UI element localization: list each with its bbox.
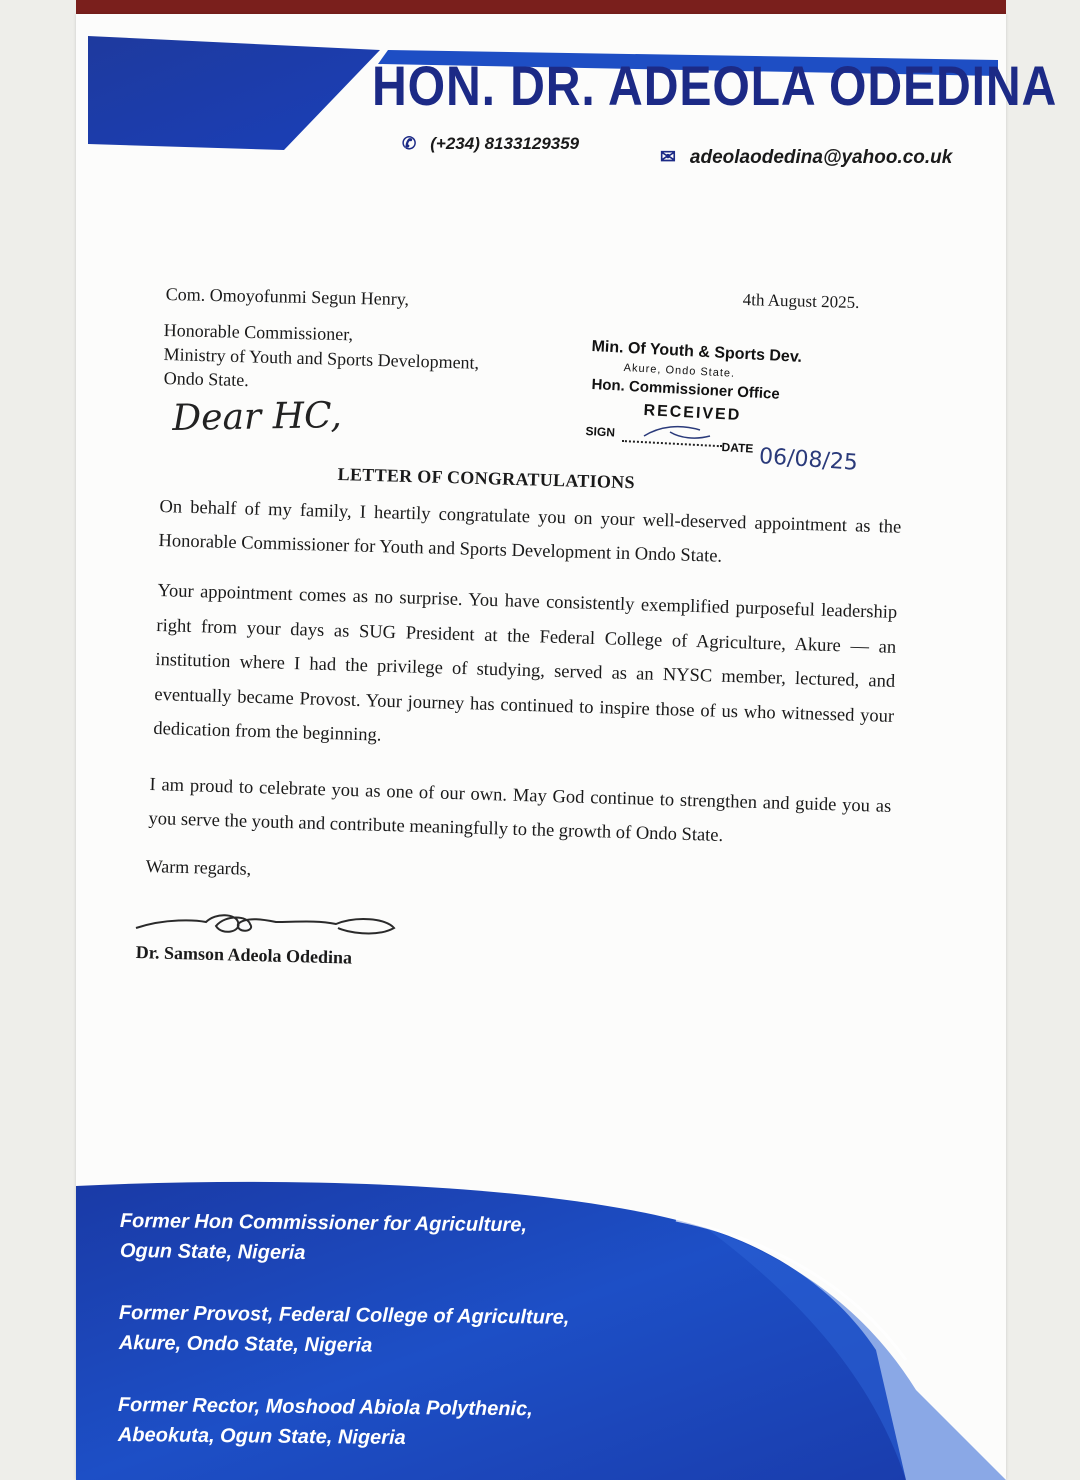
recipient-title: Honorable Commissioner, (163, 320, 354, 345)
salutation: Dear HC, (172, 395, 343, 439)
stamp-date-label: DATE (721, 440, 754, 456)
stamp-date-handwritten: 06/08/25 (758, 444, 859, 476)
phone-number: (+234) 8133129359 (430, 134, 580, 153)
body-paragraph-1: On behalf of my family, I heartily congratulate you on your well-deserved appointment as the Honorable Commissioner for Youth and Sports Development in Ondo State. (158, 496, 902, 567)
letterhead-email (660, 146, 952, 169)
footer-line-5: Former Rector, Moshood Abiola Polythenic, (117, 1394, 533, 1421)
letter-date: 4th August 2025. (742, 290, 860, 313)
footer-line-4: Akure, Ondo State, Nigeria (118, 1332, 373, 1357)
signatory-name: Dr. Samson Adeola Odedina (135, 942, 353, 968)
footer-line-3: Former Provost, Federal College of Agriculture, (118, 1302, 570, 1329)
footer-line-1: Former Hon Commissioner for Agriculture, (119, 1210, 528, 1237)
stamp-signature (640, 418, 720, 448)
footer-line-2: Ogun State, Nigeria (119, 1240, 306, 1264)
email-address: adeolaodedina@yahoo.co.uk (689, 147, 953, 168)
closing: Warm regards, (145, 856, 252, 879)
scan-right-margin (1006, 0, 1080, 1480)
stamp-office: Hon. Commissioner Office (591, 376, 781, 403)
scan-left-margin (0, 0, 76, 1480)
recipient-name: Com. Omoyofunmi Segun Henry, (165, 284, 410, 310)
body-paragraph-3: I am proud to celebrate you as one of our own. May God continue to strengthen and guide you as you serve the youth and contribute meaningfully to the growth of Ondo State. (148, 774, 892, 847)
footer-line-6: Abeokuta, Ogun State, Nigeria (117, 1424, 406, 1450)
stamp-sign-label: SIGN (585, 424, 616, 440)
letter-subject: LETTER OF CONGRATULATIONS (337, 464, 636, 493)
envelope-icon: ✉ (660, 147, 676, 168)
stamp-received: RECEIVED (643, 402, 742, 425)
letterhead-name: HON. DR. ADEOLA ODEDINA (372, 54, 1058, 117)
body-paragraph-2: Your appointment comes as no surprise. You have consistently exemplified purposeful leadership right from your days as SUG President at the Federal College of Agriculture, Akure — an institution where I had the privilege of studying, served as an NYSC member, lectured, and eventually became Provost. Your journey has continued to inspire those of us who witnessed your dedication from the beginning. (153, 580, 898, 746)
recipient-state: Ondo State. (163, 368, 249, 391)
phone-icon: ✆ (402, 134, 417, 153)
letterhead-phone (402, 134, 579, 154)
stamp-ministry: Min. Of Youth & Sports Dev. (591, 338, 803, 367)
scan-top-strip (76, 0, 1006, 14)
stamp-location: Akure, Ondo State. (623, 362, 736, 380)
recipient-ministry: Ministry of Youth and Sports Development, (163, 344, 480, 373)
